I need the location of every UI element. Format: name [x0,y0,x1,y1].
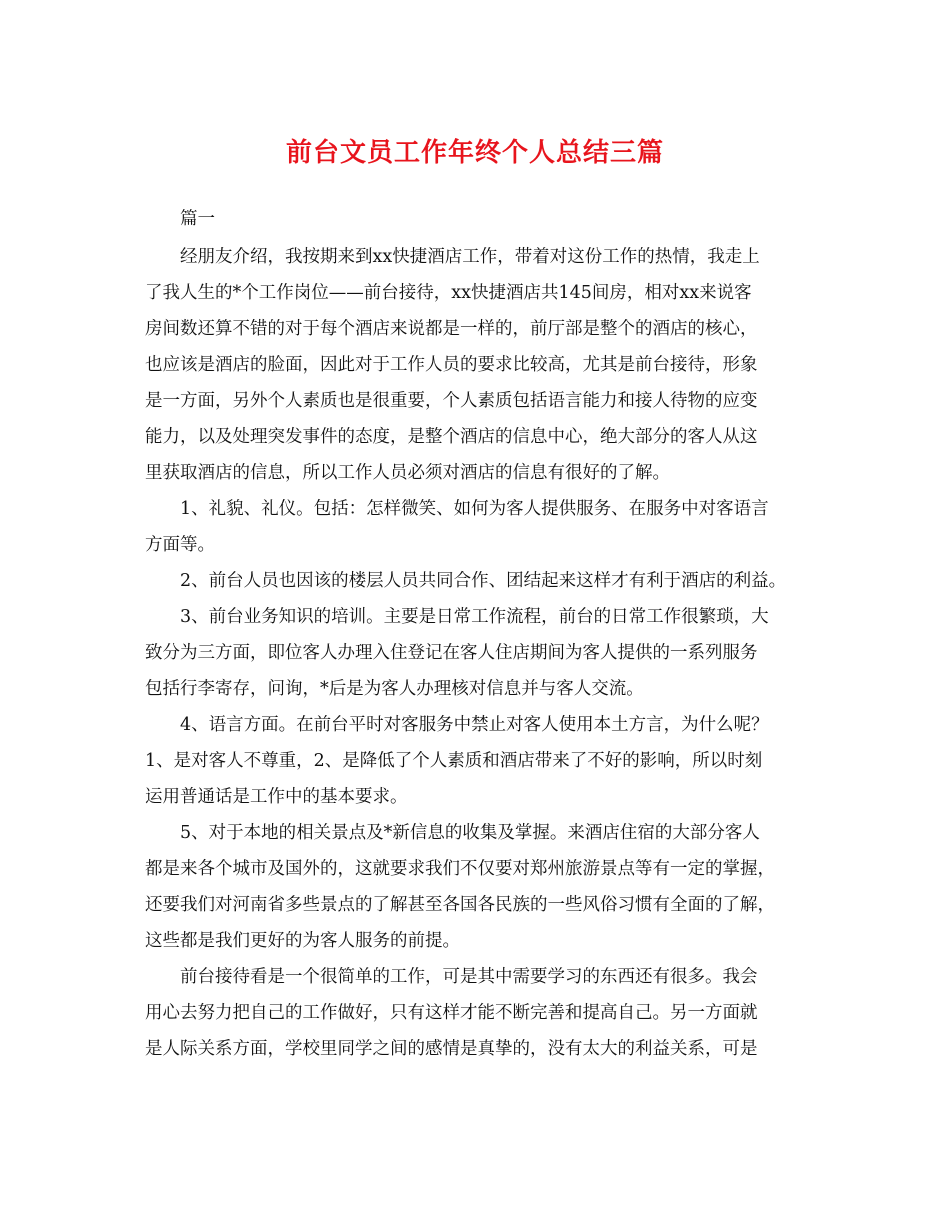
paragraph-line: 1、是对客人不尊重，2、是降低了个人素质和酒店带来了不好的影响，所以时刻 [145,751,763,771]
paragraph-line: 用心去努力把自己的工作做好，只有这样才能不断完善和提高自己。另一方面就 [145,1003,758,1023]
paragraph-line: 了我人生的*个工作岗位——前台接待，xx快捷酒店共145间房，相对xx来说客 [145,283,752,303]
paragraph-line: 是一方面，另外个人素质也是很重要，个人素质包括语言能力和接人待物的应变 [145,391,758,411]
paragraph-line: 4、语言方面。在前台平时对客服务中禁止对客人使用本土方言，为什么呢？ [180,715,769,735]
paragraph-line: 都是来各个城市及国外的，这就要求我们不仅要对郑州旅游景点等有一定的掌握， [145,859,775,879]
paragraph-line: 能力，以及处理突发事件的态度，是整个酒店的信息中心，绝大部分的客人从这 [145,427,758,447]
paragraph-line: 运用普通话是工作中的基本要求。 [145,787,408,807]
paragraph-line: 前台接待看是一个很简单的工作，可是其中需要学习的东西还有很多。我会 [180,967,758,987]
paragraph-line: 这些都是我们更好的为客人服务的前提。 [145,931,460,951]
paragraph-line: 房间数还算不错的对于每个酒店来说都是一样的，前厅部是整个的酒店的核心， [145,319,758,339]
paragraph-line: 3、前台业务知识的培训。主要是日常工作流程，前台的日常工作很繁琐，大 [180,607,769,627]
paragraph-line: 也应该是酒店的脸面，因此对于工作人员的要求比较高，尤其是前台接待，形象 [145,355,758,375]
paragraph-line: 2、前台人员也因该的楼层人员共同合作、团结起来这样才有利于酒店的利益。 [180,571,787,591]
paragraph-line: 包括行李寄存，问询，*后是为客人办理核对信息并与客人交流。 [145,679,644,699]
paragraph-line: 5、对于本地的相关景点及*新信息的收集及掌握。来酒店住宿的大部分客人 [180,823,760,843]
section-heading: 篇一 [180,209,215,229]
paragraph-line: 还要我们对河南省多些景点的了解甚至各国各民族的一些风俗习惯有全面的了解， [145,895,775,915]
paragraph-line: 里获取酒店的信息，所以工作人员必须对酒店的信息有很好的了解。 [145,463,670,483]
paragraph-line: 方面等。 [145,535,215,555]
document-title: 前台文员工作年终个人总结三篇 [285,138,664,168]
paragraph-line: 1、礼貌、礼仪。包括：怎样微笑、如何为客人提供服务、在服务中对客语言 [180,499,769,519]
paragraph-line: 致分为三方面，即位客人办理入住登记在客人住店期间为客人提供的一系列服务 [145,643,758,663]
paragraph-line: 经朋友介绍，我按期来到xx快捷酒店工作，带着对这份工作的热情，我走上 [180,247,760,267]
paragraph-line: 是人际关系方面，学校里同学之间的感情是真挚的，没有太大的利益关系，可是 [145,1039,758,1059]
